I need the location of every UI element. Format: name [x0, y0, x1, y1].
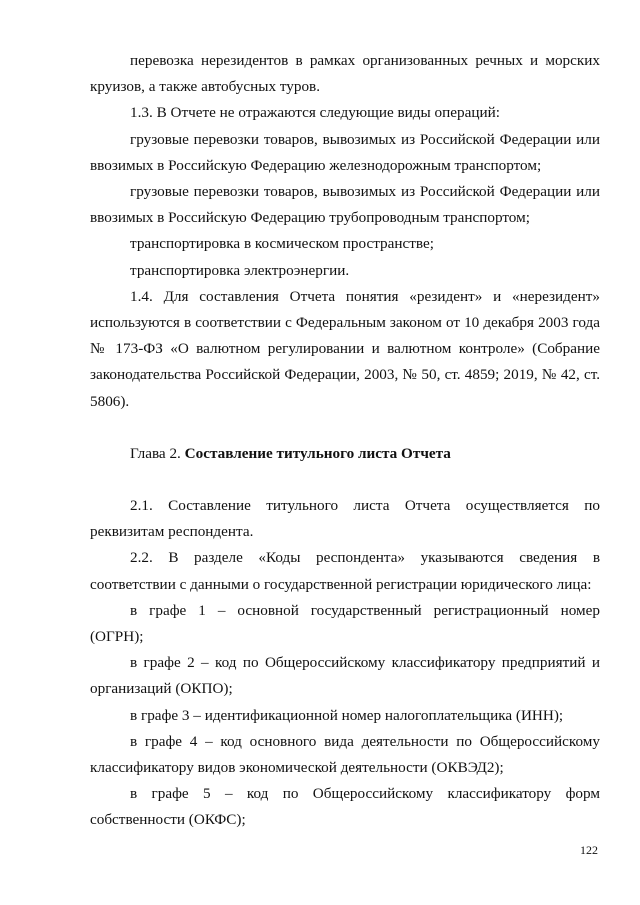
chapter-prefix: Глава 2.	[130, 444, 181, 462]
paragraph-2-2-respondent-codes: 2.2. В разделе «Коды респондента» указываются сведения в соответствии с данными о государственной регистрации юридического лица:	[90, 549, 600, 593]
spacer	[90, 415, 600, 441]
paragraph-column-4-okved2: в графе 4 – код основного вида деятельности по Общероссийскому классификатору видов экономической деятельности (ОКВЭД2);	[90, 732, 600, 777]
paragraph-column-3-inn: в графе 3 – идентификационной номер налогоплательщика (ИНН);	[130, 706, 564, 724]
paragraph-space-transport: транспортировка в космическом пространстве;	[130, 235, 434, 253]
paragraph-1-4-residents: 1.4. Для составления Отчета понятия «резидент» и «нерезидент» используются в соответствии с Федеральным законом от 10 декабря 2003 года № 173-ФЗ «О валютном регулировании и валютном контроле» (Собрание законодательства Российской Федерации, 2003, № 50, ст. 4859; 2019, № 42, ст. 5806).	[90, 287, 600, 410]
paragraph-column-1-ogrn: в графе 1 – основной государственный регистрационный номер (ОГРН);	[90, 601, 600, 646]
paragraph-2-1-title-sheet: 2.1. Составление титульного листа Отчета осуществляется по реквизитам респондента.	[90, 497, 600, 541]
paragraph-nonresident-cruises: перевозка нерезидентов в рамках организованных речных и морских круизов, а также автобусных туров.	[90, 52, 600, 96]
paragraph-pipeline-freight: грузовые перевозки товаров, вывозимых из Российской Федерации или ввозимых в Российскую Федерацию трубопроводным транспортом;	[90, 183, 600, 227]
paragraph-1-3-intro: 1.3. В Отчете не отражаются следующие виды операций:	[130, 104, 500, 122]
paragraph-column-2-okpo: в графе 2 – код по Общероссийскому классификатору предприятий и организаций (ОКПО);	[90, 654, 600, 698]
paragraph-rail-freight: грузовые перевозки товаров, вывозимых из Российской Федерации или ввозимых в Российскую Федерацию железнодорожным транспортом;	[90, 130, 600, 174]
paragraph-electricity-transport: транспортировка электроэнергии.	[130, 261, 350, 279]
paragraph-column-5-okfs: в графе 5 – код по Общероссийскому классификатору форм собственности (ОКФС);	[90, 785, 600, 829]
spacer	[90, 467, 600, 493]
chapter-heading	[90, 441, 600, 467]
chapter-title: Составление титульного листа Отчета	[184, 444, 451, 462]
document-page	[90, 48, 600, 834]
page-number: 122	[580, 843, 598, 857]
